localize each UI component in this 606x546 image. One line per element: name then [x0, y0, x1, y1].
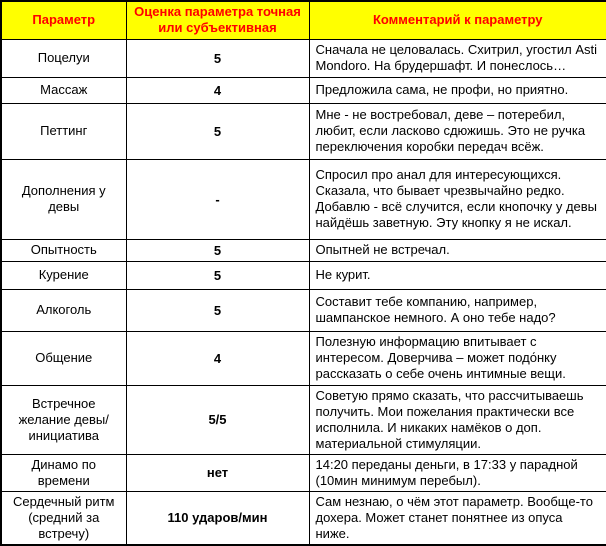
comment-cell: Полезную информацию впитывает с интересом. Доверчива – может подо́нку рассказать о себе очень интимные вещи.: [309, 331, 606, 385]
score-cell: 5: [126, 239, 309, 261]
score-cell: 5: [126, 39, 309, 77]
score-cell: 4: [126, 331, 309, 385]
param-cell: Встречное желание девы/ инициатива: [1, 385, 126, 454]
comment-cell: Опытней не встречал.: [309, 239, 606, 261]
table-row: [1, 385, 606, 454]
col-header-score: Оценка параметра точная или субъективная: [126, 1, 309, 39]
comment-cell: Сам незнаю, о чём этот параметр. Вообще-то дохера. Может станет понятнее из опуса ниже.: [309, 491, 606, 545]
param-cell: Петтинг: [1, 103, 126, 159]
param-cell: Дополнения у девы: [1, 159, 126, 239]
comment-cell: Предложила сама, не профи, но приятно.: [309, 77, 606, 103]
score-cell: нет: [126, 454, 309, 491]
table-row: [1, 77, 606, 103]
param-cell: Поцелуи: [1, 39, 126, 77]
table-row: [1, 103, 606, 159]
param-cell: Сердечный ритм (средний за встречу): [1, 491, 126, 545]
param-cell: Динамо по времени: [1, 454, 126, 491]
param-cell: Алкоголь: [1, 289, 126, 331]
param-cell: Курение: [1, 261, 126, 289]
score-cell: 5: [126, 289, 309, 331]
score-cell: 110 ударов/мин: [126, 491, 309, 545]
table-row: [1, 39, 606, 77]
score-cell: -: [126, 159, 309, 239]
table-row: [1, 454, 606, 491]
comment-cell: Советую прямо сказать, что рассчитываешь получить. Мои пожелания практически все исполнила. И никаких намёков о доп. материальной стимуляции.: [309, 385, 606, 454]
score-cell: 5: [126, 261, 309, 289]
table-row: [1, 289, 606, 331]
comment-cell: Сначала не целовалась. Схитрил, угостил Asti Mondoro. На брудершафт. И понеслось…: [309, 39, 606, 77]
table-row: [1, 491, 606, 545]
comment-cell: Составит тебе компанию, например, шампанское немного. А оно тебе надо?: [309, 289, 606, 331]
col-header-parameter: Параметр: [1, 1, 126, 39]
table-row: [1, 331, 606, 385]
col-header-comment: Комментарий к параметру: [309, 1, 606, 39]
table-header-row: [1, 1, 606, 39]
table-row: [1, 261, 606, 289]
comment-cell: Спросил про анал для интересующихся. Сказала, что бывает чрезвычайно редко. Добавлю - всё случится, если кнопочку у девы найдёшь заветную. Эту кнопку я не искал.: [309, 159, 606, 239]
comment-cell: Мне - не востребовал, деве – потеребил, любит, если ласково сдюжишь. Это не ручка переключения коробки передач всёж.: [309, 103, 606, 159]
param-cell: Общение: [1, 331, 126, 385]
table-row: [1, 239, 606, 261]
comment-cell: Не курит.: [309, 261, 606, 289]
comment-cell: 14:20 переданы деньги, в 17:33 у парадной (10мин минимум перебыл).: [309, 454, 606, 491]
score-cell: 5: [126, 103, 309, 159]
table-row: [1, 159, 606, 239]
param-cell: Массаж: [1, 77, 126, 103]
param-cell: Опытность: [1, 239, 126, 261]
score-cell: 5/5: [126, 385, 309, 454]
score-cell: 4: [126, 77, 309, 103]
